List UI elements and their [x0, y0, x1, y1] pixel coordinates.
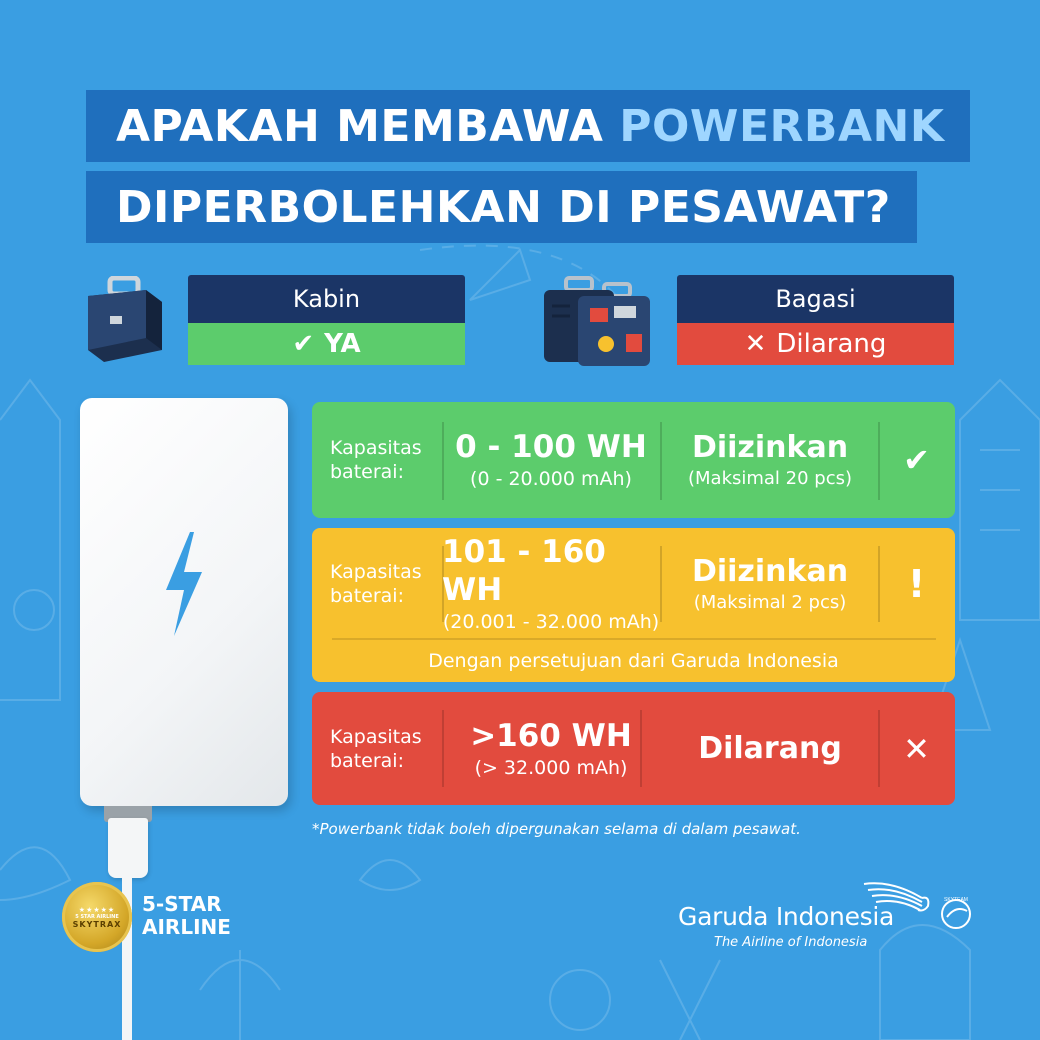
rule-card-conditional: [312, 528, 955, 682]
capacity-range: 0 - 100 WH: [455, 429, 647, 465]
rule-card-allowed: [312, 402, 955, 518]
cross-icon: ✕: [903, 729, 930, 768]
rule-limit: (Maksimal 2 pcs): [693, 592, 847, 613]
cabin-value-text: YA: [324, 329, 361, 359]
five-star-label: 5-STAR AIRLINE: [142, 892, 231, 939]
baggage-value: [677, 323, 954, 365]
lightning-icon: [164, 532, 204, 636]
rule-limit: (Maksimal 20 pcs): [687, 468, 853, 489]
capacity-label: Kapasitas baterai:: [330, 561, 422, 607]
check-icon: ✔: [292, 329, 315, 359]
title-line-1: [86, 90, 970, 162]
cabin-value: [188, 323, 465, 365]
svg-text:SKYTEAM: SKYTEAM: [944, 897, 968, 903]
capacity-label: Kapasitas baterai:: [330, 725, 422, 772]
briefcase-icon: [84, 276, 164, 364]
baggage-status: [677, 275, 954, 365]
baggage-value-text: Dilarang: [776, 329, 887, 359]
skytrax-badge-icon: ★★★★★ 5 STAR AIRLINE SKYTRAX: [62, 882, 132, 952]
exclamation-icon: !: [907, 562, 926, 606]
cross-icon: ✕: [744, 329, 767, 359]
capacity-label: Kapasitas baterai:: [330, 437, 422, 483]
brand-tagline: The Airline of Indonesia: [714, 935, 868, 950]
baggage-label: Bagasi: [677, 275, 954, 323]
garuda-logo-icon: [862, 880, 932, 920]
cable-plug: [108, 818, 148, 878]
footnote: *Powerbank tidak boleh dipergunakan selama di dalam pesawat.: [312, 820, 801, 838]
suitcase-icon: [542, 276, 662, 368]
rule-status: Dilarang: [698, 730, 842, 766]
title-line-2: DIPERBOLEHKAN DI PESAWAT?: [86, 171, 917, 243]
title-accent: POWERBANK: [619, 101, 945, 152]
brand-name: Garuda Indonesia: [678, 902, 895, 931]
rule-status: Diizinkan: [691, 430, 849, 465]
rule-status: Diizinkan: [691, 554, 849, 589]
capacity-range-mah: (0 - 20.000 mAh): [470, 468, 632, 490]
capacity-range-mah: (20.001 - 32.000 mAh): [442, 611, 660, 633]
cabin-status: [188, 275, 465, 365]
skyteam-logo-icon: [935, 893, 977, 935]
capacity-range: >160 WH: [470, 717, 632, 754]
check-icon: ✔: [903, 441, 930, 479]
title-prefix: APAKAH MEMBAWA: [116, 101, 620, 152]
capacity-range: 101 - 160 WH: [442, 534, 606, 608]
approval-note: Dengan persetujuan dari Garuda Indonesia: [428, 650, 839, 672]
capacity-range-mah: (> 32.000 mAh): [474, 756, 628, 779]
rule-card-forbidden: [312, 692, 955, 805]
cabin-label: Kabin: [188, 275, 465, 323]
